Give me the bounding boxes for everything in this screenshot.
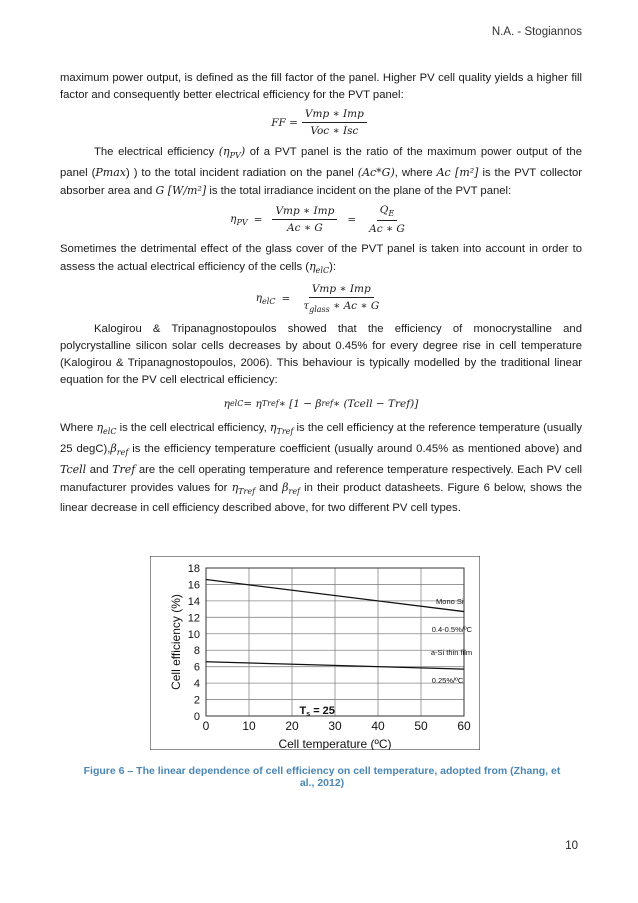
y-tick-label: 2 xyxy=(193,694,200,707)
y-axis-label: Cell efficiency (%) xyxy=(169,594,183,690)
symbol-eta-elc: $\eta_{elC}$ xyxy=(309,260,330,276)
text-span: is the cell efficiency at the reference temperature (usually 25 degC), xyxy=(60,421,583,455)
figure-6-chart xyxy=(150,556,480,750)
text-span: ): xyxy=(329,261,336,274)
x-tick-label: 0 xyxy=(202,719,210,733)
y-tick-label: 4 xyxy=(193,678,200,691)
eq-elc-denominator: $\tau_{glass}$ ∗ Ac ∗ G xyxy=(303,300,380,315)
text-span: Sometimes the detrimental effect of the glass cover of the PVT panel is taken into account in order to assess the actual electrical efficiency of the cells ( xyxy=(60,243,582,274)
symbol-beta-ref: $\beta_{ref}$ xyxy=(282,480,301,497)
equation-pv-efficiency xyxy=(60,204,582,235)
symbol-beta-ref: $\beta_{ref}$ xyxy=(110,441,129,457)
symbol-acg: (Ac*G) xyxy=(357,166,395,180)
series-label-a-si: a-Si thin film xyxy=(430,648,473,658)
x-axis-label: Cell temperature (ºC) xyxy=(278,737,392,750)
x-tick-label: 40 xyxy=(371,719,385,733)
paragraph-fill-factor: maximum power output, is defined as the fill factor of the panel. Higher PV cell quality yields a higher fill factor and consequently better electrical efficiency for the PVT panel: xyxy=(60,72,582,101)
chart-svg xyxy=(150,556,480,750)
eq-ff-fraction xyxy=(302,108,367,137)
eq-pv-denominator-2: Ac ∗ G xyxy=(369,223,405,236)
text-span: of a PVT panel is the ratio of the maximum power output of the panel ( xyxy=(60,146,582,180)
page-body xyxy=(60,70,582,517)
eq-pv-fraction-1 xyxy=(272,205,337,234)
page-number: 10 xyxy=(565,840,578,852)
symbol-g-wm2: G [W/m²] xyxy=(155,184,207,198)
eq-ff-numerator: Vmp ∗ Imp xyxy=(302,108,367,123)
eq-elc-lhs: $\eta_{elC}$ xyxy=(255,291,276,307)
reference-temperature-label: Ts = 25 xyxy=(299,705,335,718)
eq-pv-lhs: $\eta_{PV}$ xyxy=(230,212,248,227)
text-span: and xyxy=(89,463,109,476)
x-tick-label: 50 xyxy=(414,719,428,733)
eq-pv-numerator-1: Vmp ∗ Imp xyxy=(272,205,337,220)
x-tick-label: 30 xyxy=(328,719,342,733)
symbol-ac-m2: Ac [m²] xyxy=(436,166,479,180)
paragraph-kalogirou: Kalogirou & Tripanagnostopoulos showed that the efficiency of monocrystalline and polycrystalline silicon solar cells decreases by about 0.45% for every degree rise in cell temperature (Kalogirou & Tripanagnostopoulos, 2006). This behaviour is typically modelled by the traditional linear equation for the PV cell electrical efficiency: xyxy=(60,322,582,386)
paragraph-where xyxy=(60,419,582,518)
x-tick-label: 60 xyxy=(457,719,471,733)
text-span: are the cell operating temperature and reference temperature respectively. Each PV cell manufacturer provides values for xyxy=(60,463,583,494)
y-tick-label: 14 xyxy=(187,595,200,608)
text-span: is the cell electrical efficiency, xyxy=(119,421,267,434)
equation-elc xyxy=(60,283,582,314)
symbol-pmax: Pmax xyxy=(95,166,126,180)
y-tick-label: 6 xyxy=(193,661,200,674)
series-label-mono-si: Mono Si xyxy=(436,597,464,607)
equation-linear: η elC = η Tref ∗ [1 − β ref ∗ (Tcell − Tref)] xyxy=(223,397,419,410)
eq-pv-equals-2: = xyxy=(347,213,357,226)
paragraph-electrical-efficiency: The electrical efficiency $(\eta_{PV})$ of a PVT panel is the ratio of the maximum power output of the panel (Pmax) ) to the total incident radiation on the panel (Ac*G), where Ac [m²] is the PVT collector absorber area and G [W/m²] is the total irradiance incident on the plane of the PVT panel: xyxy=(60,145,583,198)
running-header: N.A. - Stogiannos xyxy=(491,26,582,38)
eq-elc-equals: = xyxy=(281,293,291,306)
eq-pv-fraction-2 xyxy=(366,204,408,235)
series-note-mono-si: 0.4-0.5%/ºC xyxy=(431,625,473,635)
eq-pv-numerator-2: $Q_E$ xyxy=(377,204,397,221)
y-tick-label: 12 xyxy=(187,612,200,625)
paragraph-glass-cover xyxy=(60,241,582,279)
text-span: The electrical efficiency xyxy=(94,146,215,158)
text-span: and xyxy=(259,481,279,494)
symbol-eta-tref: $\eta_{Tref}$ xyxy=(269,420,294,436)
text-span: is the efficiency temperature coefficient (usually around 0.45% as mentioned above) and xyxy=(132,442,582,455)
figure-caption: Figure 6 – The linear dependence of cell efficiency on cell temperature, adopted from (Zhang, et al., 2012) xyxy=(83,765,561,789)
y-tick-label: 10 xyxy=(187,628,200,641)
y-tick-label: 18 xyxy=(187,563,200,575)
x-tick-label: 20 xyxy=(285,719,299,733)
y-tick-label: 8 xyxy=(193,645,200,658)
symbol-tref: Tref xyxy=(112,462,136,476)
eq-elc-fraction xyxy=(300,283,382,314)
symbol-eta-elc: $\eta_{elC}$ xyxy=(96,420,117,436)
equation-fill-factor xyxy=(60,108,582,137)
eq-pv-denominator-1: Ac ∗ G xyxy=(287,222,323,235)
text-span: ) to the total incident radiation on the panel xyxy=(133,167,354,180)
text-span: Where xyxy=(60,421,94,434)
y-tick-label: 16 xyxy=(187,579,200,592)
symbol-eta-tref: $\eta_{Tref}$ xyxy=(231,480,256,497)
text-span: , where xyxy=(394,167,433,180)
eq-ff-lhs: FF = xyxy=(271,116,298,129)
eq-pv-equals: = xyxy=(253,213,263,226)
eq-ff-denominator: Voc ∗ Isc xyxy=(310,125,359,137)
text-span: is the PVT collector absorber area and xyxy=(60,167,583,198)
series-note-a-si: 0.25%/ºC xyxy=(431,676,464,686)
y-tick-label: 0 xyxy=(193,711,200,723)
eq-elc-numerator: Vmp ∗ Imp xyxy=(309,283,374,298)
text-span: in their product datasheets. Figure 6 below, shows the linear decrease in cell efficiency described above, for two different PV cell types. xyxy=(60,481,583,515)
x-tick-label: 10 xyxy=(242,719,256,733)
symbol-tcell: Tcell xyxy=(60,462,87,476)
symbol-eta-pv: $(\eta_{PV})$ xyxy=(218,145,246,161)
text-span: is the total irradiance incident on the plane of the PVT panel: xyxy=(209,185,512,198)
